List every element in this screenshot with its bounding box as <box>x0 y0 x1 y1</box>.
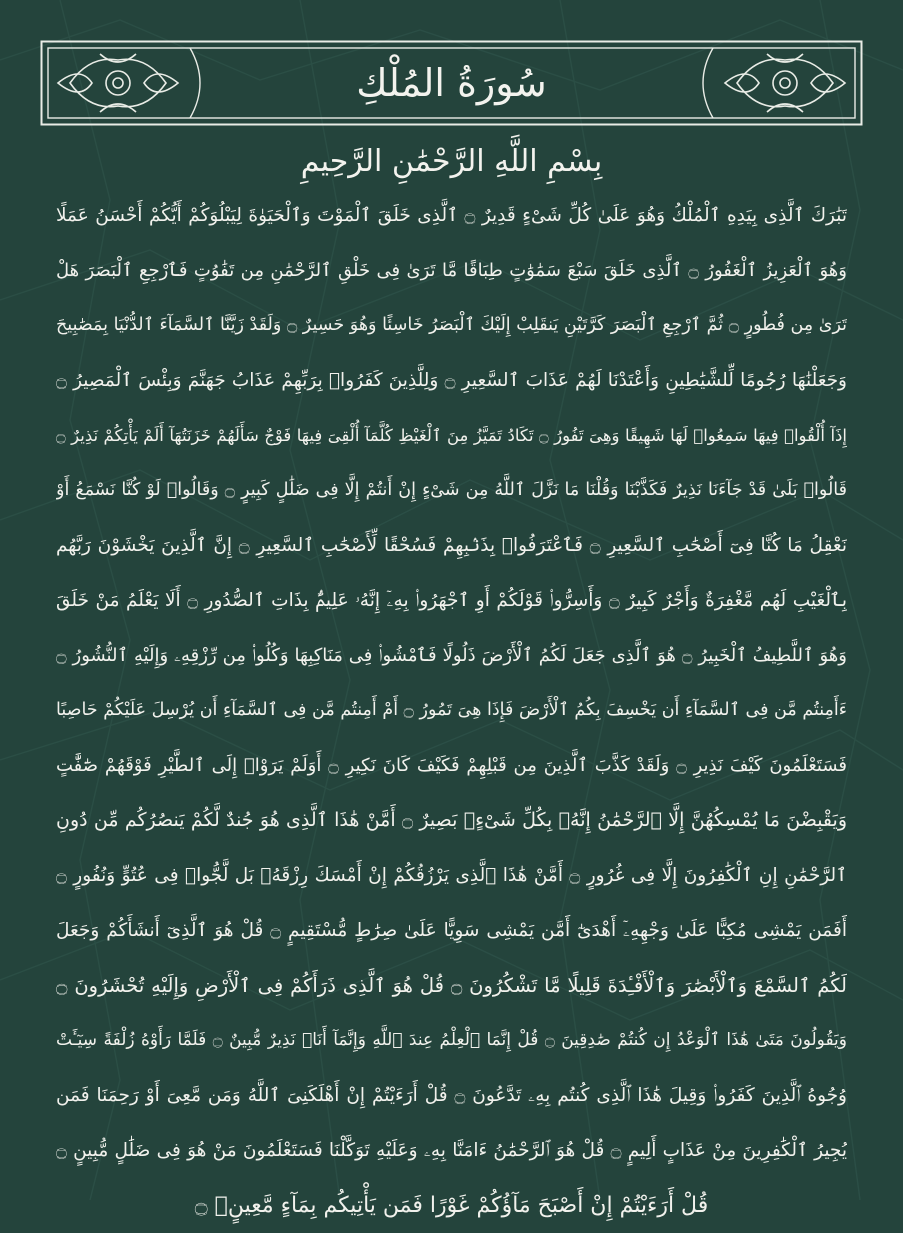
verse-line: إِذَآ أُلْقُوا۟ فِيهَا سَمِعُوا۟ لَهَا شَهِيقًا وَهِىَ تَفُورُ ۝ تَكَادُ تَمَيَّزُ مِنَ ٱلْغَيْظِ كُلَّمَآ أُلْقِىَ فِيهَا فَوْجٌ سَأَلَهُمْ خَزَنَتُهَآ أَلَمْ يَأْتِكُمْ نَذِيرٌ ۝ <box>56 426 847 445</box>
verse-line: نَعْقِلُ مَا كُنَّا فِىٓ أَصْحَٰبِ ٱلسَّعِيرِ ۝ فَٱعْتَرَفُوا۟ بِذَنۢبِهِمْ فَسُحْقًا لِّأَصْحَٰبِ ٱلسَّعِيرِ ۝ إِنَّ ٱلَّذِينَ يَخْشَوْنَ رَبَّهُم <box>56 535 847 556</box>
verse-line: بِٱلْغَيْبِ لَهُم مَّغْفِرَةٌ وَأَجْرٌ كَبِيرٌ ۝ وَأَسِرُّوا۟ قَوْلَكُمْ أَوِ ٱجْهَرُوا۟ بِهِۦٓ إِنَّهُۥ عَلِيمٌۢ بِذَاتِ ٱلصُّدُورِ ۝ أَلَا يَعْلَمُ مَنْ خَلَقَ <box>56 590 847 611</box>
verse-line: تَرَىٰ مِن فُطُورٍ ۝ ثُمَّ ٱرْجِعِ ٱلْبَصَرَ كَرَّتَيْنِ يَنقَلِبْ إِلَيْكَ ٱلْبَصَرُ خَاسِئًا وَهُوَ حَسِيرٌ ۝ وَلَقَدْ زَيَّنَّا ٱلسَّمَآءَ ٱلدُّنْيَا بِمَصَٰبِيحَ <box>56 315 847 335</box>
verse-line: أَفَمَن يَمْشِى مُكِبًّا عَلَىٰ وَجْهِهِۦٓ أَهْدَىٰٓ أَمَّن يَمْشِى سَوِيًّا عَلَىٰ صِرَٰطٍ مُّسْتَقِيمٍ ۝ قُلْ هُوَ ٱلَّذِىٓ أَنشَأَكُمْ وَجَعَلَ <box>56 920 847 941</box>
verse-line-final: قُلْ أَرَءَيْتُمْ إِنْ أَصْبَحَ مَآؤُكُمْ غَوْرًا فَمَن يَأْتِيكُم بِمَآءٍ مَّعِينٍۭ ۝ <box>194 1193 709 1218</box>
verse-line: تَبَٰرَكَ ٱلَّذِى بِيَدِهِ ٱلْمُلْكُ وَهُوَ عَلَىٰ كُلِّ شَىْءٍ قَدِيرٌ ۝ ٱلَّذِى خَلَقَ ٱلْمَوْتَ وَٱلْحَيَوٰةَ لِيَبْلُوَكُمْ أَيُّكُمْ أَحْسَنُ عَمَلًا <box>56 205 847 226</box>
surah-title: سُورَةُ المُلْكِ <box>356 61 547 105</box>
verse-line: فَسَتَعْلَمُونَ كَيْفَ نَذِيرِ ۝ وَلَقَدْ كَذَّبَ ٱلَّذِينَ مِن قَبْلِهِمْ فَكَيْفَ كَانَ نَكِيرِ ۝ أَوَلَمْ يَرَوْا۟ إِلَى ٱلطَّيْرِ فَوْقَهُمْ صَٰٓفَّٰتٍ <box>56 755 847 776</box>
verse-line: وَجَعَلْنَٰهَا رُجُومًا لِّلشَّيَٰطِينِ وَأَعْتَدْنَا لَهُمْ عَذَابَ ٱلسَّعِيرِ ۝ وَلِلَّذِينَ كَفَرُوا۟ بِرَبِّهِمْ عَذَابُ جَهَنَّمَ وَبِئْسَ ٱلْمَصِيرُ ۝ <box>56 370 847 391</box>
verse-line: وَيَقْبِضْنَ مَا يُمْسِكُهُنَّ إِلَّا ٱلرَّحْمَٰنُ إِنَّهُۥ بِكُلِّ شَىْءٍۭ بَصِيرٌ ۝ أَمَّنْ هَٰذَا ٱلَّذِى هُوَ جُندٌ لَّكُمْ يَنصُرُكُم مِّن دُونِ <box>56 809 847 831</box>
verse-line: وَيَقُولُونَ مَتَىٰ هَٰذَا ٱلْوَعْدُ إِن كُنتُمْ صَٰدِقِينَ ۝ قُلْ إِنَّمَا ٱلْعِلْمُ عِندَ ٱللَّهِ وَإِنَّمَآ أَنَا۠ نَذِيرٌ مُّبِينٌ ۝ فَلَمَّا رَأَوْهُ زُلْفَةً سِيٓـَٔتْ <box>56 1030 847 1050</box>
verse-line: يُجِيرُ ٱلْكَٰفِرِينَ مِنْ عَذَابٍ أَلِيمٍ ۝ قُلْ هُوَ ٱلرَّحْمَٰنُ ءَامَنَّا بِهِۦ وَعَلَيْهِ تَوَكَّلْنَا فَسَتَعْلَمُونَ مَنْ هُوَ فِى ضَلَٰلٍ مُّبِينٍ ۝ <box>56 1140 847 1161</box>
verse-line: ٱلرَّحْمَٰنِ إِنِ ٱلْكَٰفِرُونَ إِلَّا فِى غُرُورٍ ۝ أَمَّنْ هَٰذَا ٱلَّذِى يَرْزُقُكُمْ إِنْ أَمْسَكَ رِزْقَهُۥ بَل لَّجُّوا۟ فِى عُتُوٍّ وَنُفُورٍ ۝ <box>56 865 847 886</box>
verse-line: وَهُوَ ٱللَّطِيفُ ٱلْخَبِيرُ ۝ هُوَ ٱلَّذِى جَعَلَ لَكُمُ ٱلْأَرْضَ ذَلُولًا فَٱمْشُوا۟ فِى مَنَاكِبِهَا وَكُلُوا۟ مِن رِّزْقِهِۦ وَإِلَيْهِ ٱلنُّشُورُ ۝ <box>56 645 847 666</box>
surah-header-frame <box>40 40 863 126</box>
verse-line: قَالُوا۟ بَلَىٰ قَدْ جَآءَنَا نَذِيرٌ فَكَذَّبْنَا وَقُلْنَا مَا نَزَّلَ ٱللَّهُ مِن شَىْءٍ إِنْ أَنتُمْ إِلَّا فِى ضَلَٰلٍ كَبِيرٍ ۝ وَقَالُوا۟ لَوْ كُنَّا نَسْمَعُ أَوْ <box>56 480 847 500</box>
verse-line: وُجُوهُ ٱلَّذِينَ كَفَرُوا۟ وَقِيلَ هَٰذَا ٱلَّذِى كُنتُم بِهِۦ تَدَّعُونَ ۝ قُلْ أَرَءَيْتُمْ إِنْ أَهْلَكَنِىَ ٱللَّهُ وَمَن مَّعِىَ أَوْ رَحِمَنَا فَمَن <box>56 1085 847 1106</box>
verses-body <box>56 188 847 1233</box>
verse-line: لَكُمُ ٱلسَّمْعَ وَٱلْأَبْصَٰرَ وَٱلْأَفْـِٔدَةَ قَلِيلًا مَّا تَشْكُرُونَ ۝ قُلْ هُوَ ٱلَّذِى ذَرَأَكُمْ فِى ٱلْأَرْضِ وَإِلَيْهِ تُحْشَرُونَ ۝ <box>56 974 847 997</box>
verse-line: ءَأَمِنتُم مَّن فِى ٱلسَّمَآءِ أَن يَخْسِفَ بِكُمُ ٱلْأَرْضَ فَإِذَا هِىَ تَمُورُ ۝ أَمْ أَمِنتُم مَّن فِى ٱلسَّمَآءِ أَن يُرْسِلَ عَلَيْكُمْ حَاصِبًا <box>56 700 847 720</box>
basmala: بِسْمِ اللَّهِ الرَّحْمَٰنِ الرَّحِيمِ <box>300 144 603 179</box>
verse-line: وَهُوَ ٱلْعَزِيزُ ٱلْغَفُورُ ۝ ٱلَّذِى خَلَقَ سَبْعَ سَمَٰوَٰتٍ طِبَاقًا مَّا تَرَىٰ فِى خَلْقِ ٱلرَّحْمَٰنِ مِن تَفَٰوُتٍ فَٱرْجِعِ ٱلْبَصَرَ هَلْ <box>56 260 847 281</box>
